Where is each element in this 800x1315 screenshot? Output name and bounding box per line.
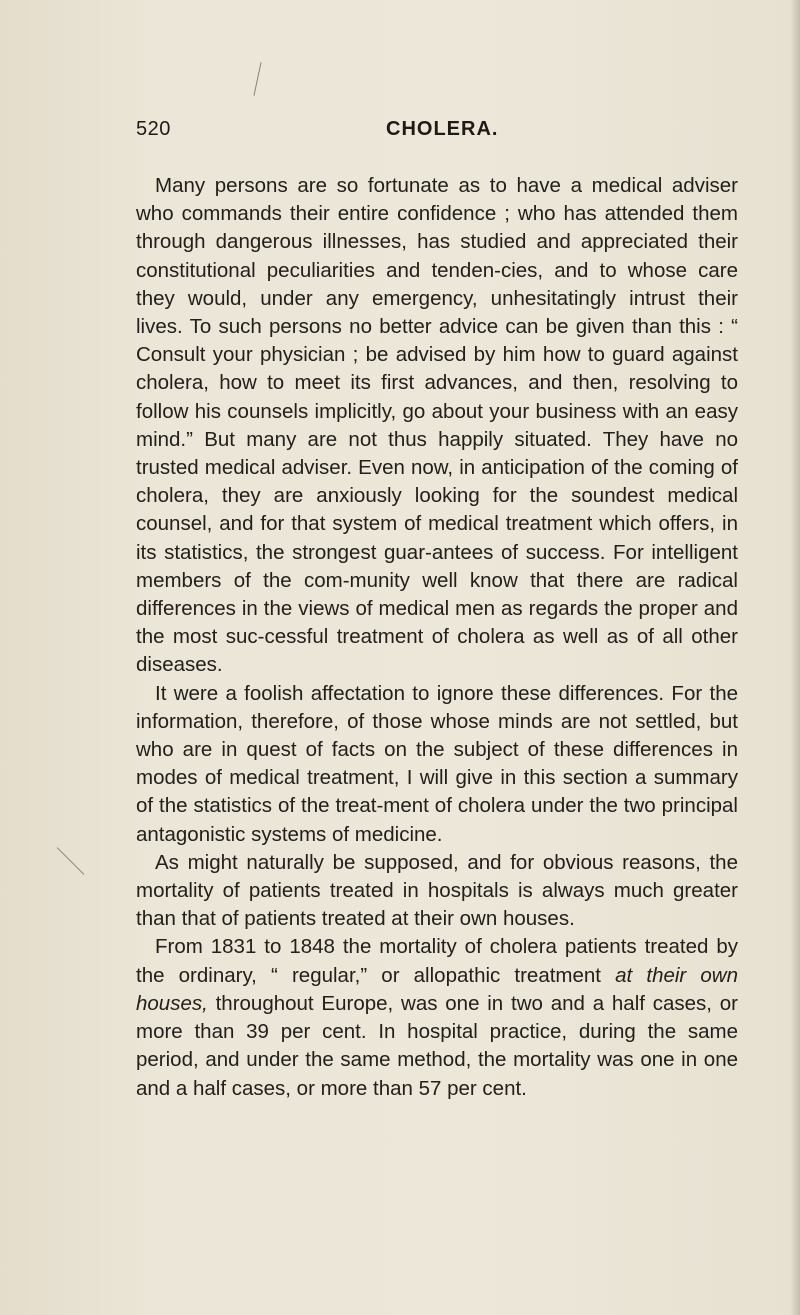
page-header	[136, 118, 736, 148]
stray-mark-top	[253, 62, 261, 95]
page-number: 520	[136, 118, 171, 140]
running-head: CHOLERA.	[386, 118, 499, 140]
body-text	[136, 172, 738, 1103]
paragraph-3: As might naturally be supposed, and for obvious reasons, the mortality of patients treated in hospitals is always much greater than that of patients treated at their own houses.	[136, 850, 738, 931]
paragraph-4-emphasis: at their own houses,	[136, 963, 738, 1015]
page-edge-shadow	[790, 0, 800, 1315]
paragraph-4-tail: throughout Europe, was one in two and a half cases, or more than 39 per cent. In hospital practice, during the same period, and under the same method, the mortality was one in one and a half cases, or more than 57 per cent.	[136, 991, 738, 1100]
paragraph-4-lead: From 1831 to 1848 the mortality of cholera patients treated by the ordinary, “ regular,” or allopathic treatment	[136, 935, 738, 987]
paragraph-1: Many persons are so fortunate as to have a medical adviser who commands their entire confidence ; who has attended them through dangerous illnesses, has studied and appreciated their constitutional peculiarities and tenden-cies, and to whose care they would, under any emergency, unhesitatingly intrust their lives. To such persons no better advice can be given than this : “ Consult your physician ; be advised by him how to guard against cholera, how to meet its first advances, and then, resolving to follow his counsels implicitly, go about your business with an easy mind.” But many are not thus happily situated. They have no trusted medical adviser. Even now, in anticipation of the coming of cholera, they are anxiously looking for the soundest medical counsel, and for that system of medical treatment which offers, in its statistics, the strongest guar-antees of success. For intelligent members of the com-munity well know that there are radical differences in the views of medical men as regards the proper and the most suc-cessful treatment of cholera as well as of all other diseases.	[136, 174, 738, 677]
paragraph-4	[136, 933, 738, 1102]
stray-mark-left	[57, 847, 85, 875]
paragraph-2: It were a foolish affectation to ignore these differences. For the information, therefore, of those whose minds are not settled, but who are in quest of facts on the subject of these differences in modes of medical treatment, I will give in this section a summary of the statistics of the treat-ment of cholera under the two principal antagonistic systems of medicine.	[136, 681, 738, 846]
